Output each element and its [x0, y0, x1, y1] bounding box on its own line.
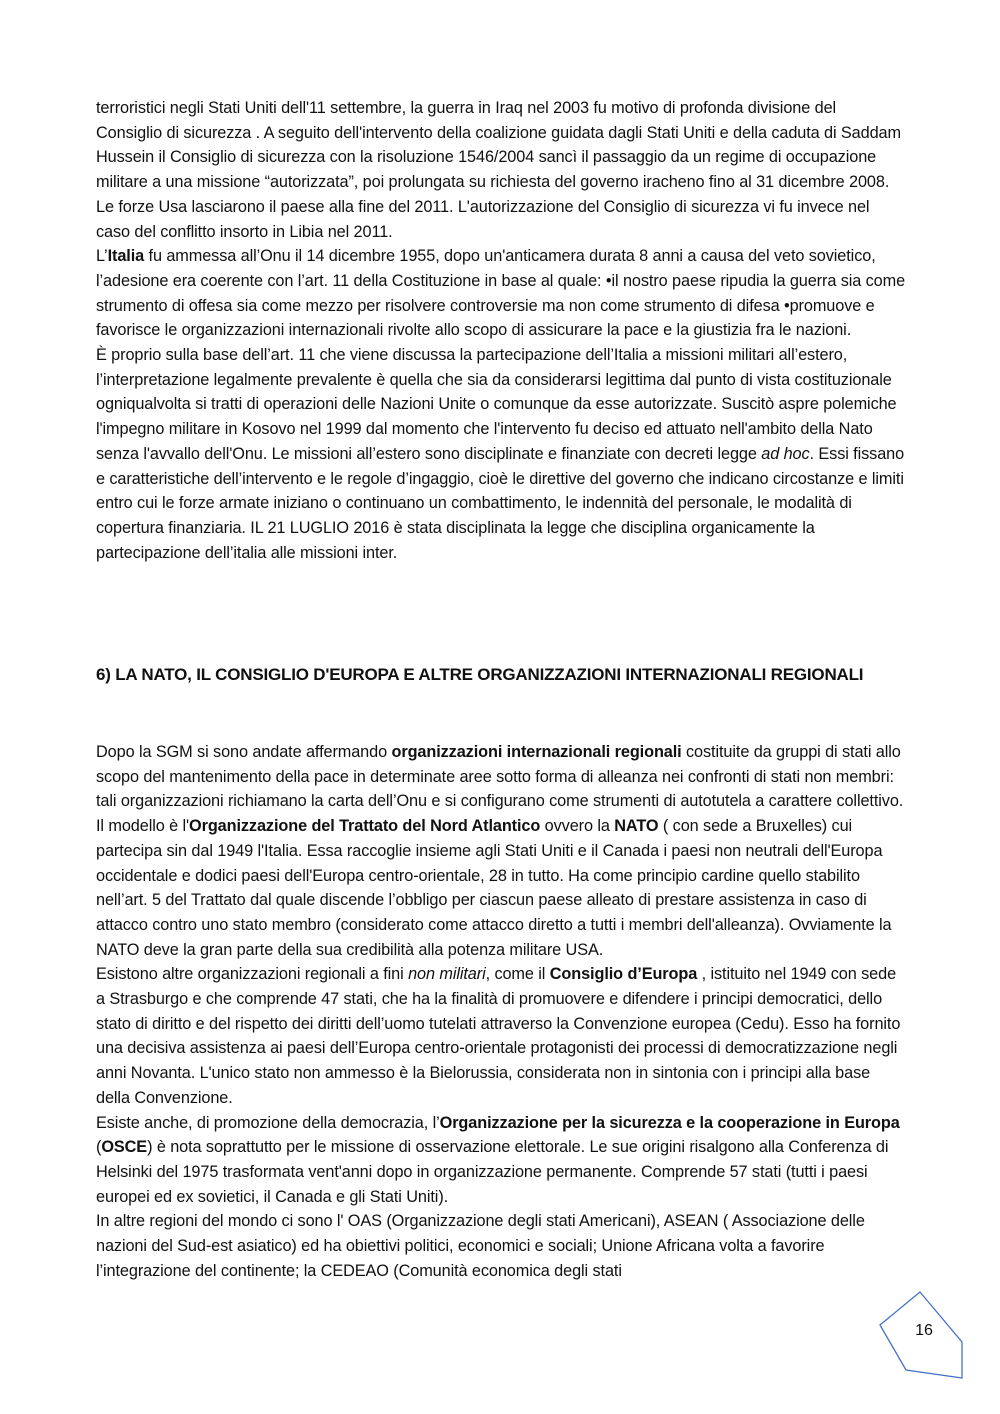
paragraph-text: terroristici negli Stati Uniti dell'11 settembre, la guerra in Iraq nel 2003 fu motivo di profonda divisione del Consiglio di sicurezza . A seguito dell'intervento della coalizione guidata dagli Stati Uniti e della caduta di Saddam Hussein il Consiglio di sicurezza con la risoluzione 1546/2004 sancì il passaggio da un regime di occupazione militare a una missione “autorizzata”, poi prolungata su richiesta del governo iracheno fino al 31 dicembre 2008. Le forze Usa lasciarono il paese alla fine del 2011. L'autorizzazione del Consiglio di sicurezza vi fu invece nel caso del conflitto insorto in Libia nel 2011.	[96, 99, 901, 241]
text-run: ) è nota soprattutto per le missione di osservazione elettorale. Le sue origini risalgono alla Conferenza di Helsinki del 1975 trasformata vent'anni dopo in organizzazione permanente. Comprende 57 stati (tutti i paesi europei ed ex sovietici, il Canada e gli Stati Uniti).	[96, 1138, 889, 1206]
paragraph-osce	[96, 1111, 906, 1210]
text-run: ( con sede a Bruxelles) cui partecipa sin dal 1949 l'Italia. Essa raccoglie insieme agli Stati Uniti e il Canada i paesi non neutrali dell'Europa occidentale e dodici paesi dell'Europa centro-orientale, 28 in tutto. Ha come principio cardine quello stabilito nell’art. 5 del Trattato dal quale discende l’obbligo per ciascun paese alleato di prestare assistenza in caso di attacco contro uno stato membro (considerato come attacco diretto a tutti i membri dell'alleanza). Ovviamente la NATO deve la gran parte della sua credibilità alla potenza militare USA.	[96, 817, 892, 959]
text-run: , istituito nel 1949 con sede a Strasburgo e che comprende 47 stati, che ha la finalità di promuovere e difendere i principi democratici, dello stato di diritto e del rispetto dei diritti dell’uomo tutelati attraverso la Convenzione europea (Cedu). Esso ha fornito una decisiva assistenza ai paesi dell’Europa centro-orientale protagonisti dei processi di democratizzazione negli anni Novanta. L'unico stato non ammesso è la Bielorussia, considerata non in sintonia con i principi alla base della Convenzione.	[96, 965, 901, 1107]
text-run: costituite da gruppi di stati allo scopo del mantenimento della pace in determinate aree sotto forma di alleanza nei confronti di stati non membri: tali organizzazioni richiamano la carta dell’Onu e si configurano come strumenti di autotutela a carattere collettivo. Il modello è l'	[96, 743, 904, 836]
paragraph-text: In altre regioni del mondo ci sono l' OAS (Organizzazione degli stati Americani), ASEAN ( Associazione delle nazioni del Sud-est asiatico) ed ha obiettivi politici, economici e sociali; Unione Africana volta a favorire l’integrazione del continente; la CEDEAO (Comunità economica degli stati	[96, 1212, 865, 1280]
text-run: Esiste anche, di promozione della democrazia, l’	[96, 1113, 440, 1132]
bold-term: Organizzazione per la sicurezza e la cooperazione in Europa	[439, 1113, 900, 1132]
text-run: Dopo la SGM si sono andate affermando	[96, 743, 392, 761]
text-run: . Essi fissano e caratteristiche dell’intervento e le regole d’ingaggio, cioè le direttive del governo che indicano circostanze e limiti entro cui le forze armate iniziano o continuano un combattimento, le indennità del personale, le modalità di copertura finanziaria. IL 21 LUGLIO 2016 è stata disciplinata la legge che disciplina organicamente la partecipazione dell’italia alle missioni inter.	[96, 444, 905, 562]
paragraph-nato	[96, 740, 906, 962]
bold-term: Consiglio d’Europa	[549, 965, 698, 984]
text-run: (	[96, 1138, 102, 1157]
section-body-continued	[96, 96, 906, 565]
text-run: , come il	[485, 965, 550, 984]
bold-term-italia: Italia	[107, 247, 145, 266]
text-run: È proprio sulla base dell’art. 11 che viene discussa la partecipazione dell’Italia a missioni militari all’estero, l’interpretazione legalmente prevalente è quella che sia da considerarsi legittima dal punto di vista costituzionale ogniqualvolta si tratti di operazioni delle Nazioni Unite o comunque da esse autorizzate. Suscitò aspre polemiche l'impegno militare in Kosovo nel 1999 dal momento che l'intervento fu deciso ed attuato nell'ambito della Nato senza l'avvallo dell'Onu. Le missioni all’estero sono disciplinate e finanziate con decreti legge	[96, 346, 897, 463]
bold-term: organizzazioni internazionali regionali	[391, 743, 682, 761]
italic-term-ad-hoc: ad hoc	[761, 444, 810, 463]
section-body-nato	[96, 740, 906, 1283]
paragraph-consiglio-europa	[96, 962, 906, 1110]
italic-term: non militari	[408, 965, 486, 984]
bold-term: Organizzazione del Trattato del Nord Atlantico	[189, 817, 541, 836]
text-run: Esistono altre organizzazioni regionali a fini	[96, 965, 409, 984]
paragraph-art-11	[96, 343, 906, 565]
text-run: L’	[96, 247, 108, 266]
paragraph-iraq	[96, 96, 906, 244]
section-heading: 6) LA NATO, IL CONSIGLIO D'EUROPA E ALTRE ORGANIZZAZIONI INTERNAZIONALI REGIONALI	[96, 665, 864, 684]
bold-term-osce: OSCE	[101, 1138, 148, 1157]
paragraph-italia-onu	[96, 244, 906, 343]
page-number: 16	[915, 1322, 933, 1339]
text-run: ovvero la	[540, 817, 615, 836]
paragraph-altre-regioni	[96, 1209, 906, 1283]
text-run: fu ammessa all’Onu il 14 dicembre 1955, dopo un'anticamera durata 8 anni a causa del veto sovietico, l’adesione era coerente con l’art. 11 della Costituzione in base al quale: •il nostro paese ripudia la guerra sia come strumento di offesa sia come mezzo per risolvere controversie ma non come strumento di difesa •promuove e favorisce le organizzazioni internazionali rivolte allo scopo di assicurare la pace e la giustizia fra le nazioni.	[96, 247, 906, 340]
bold-term-nato: NATO	[614, 817, 659, 836]
